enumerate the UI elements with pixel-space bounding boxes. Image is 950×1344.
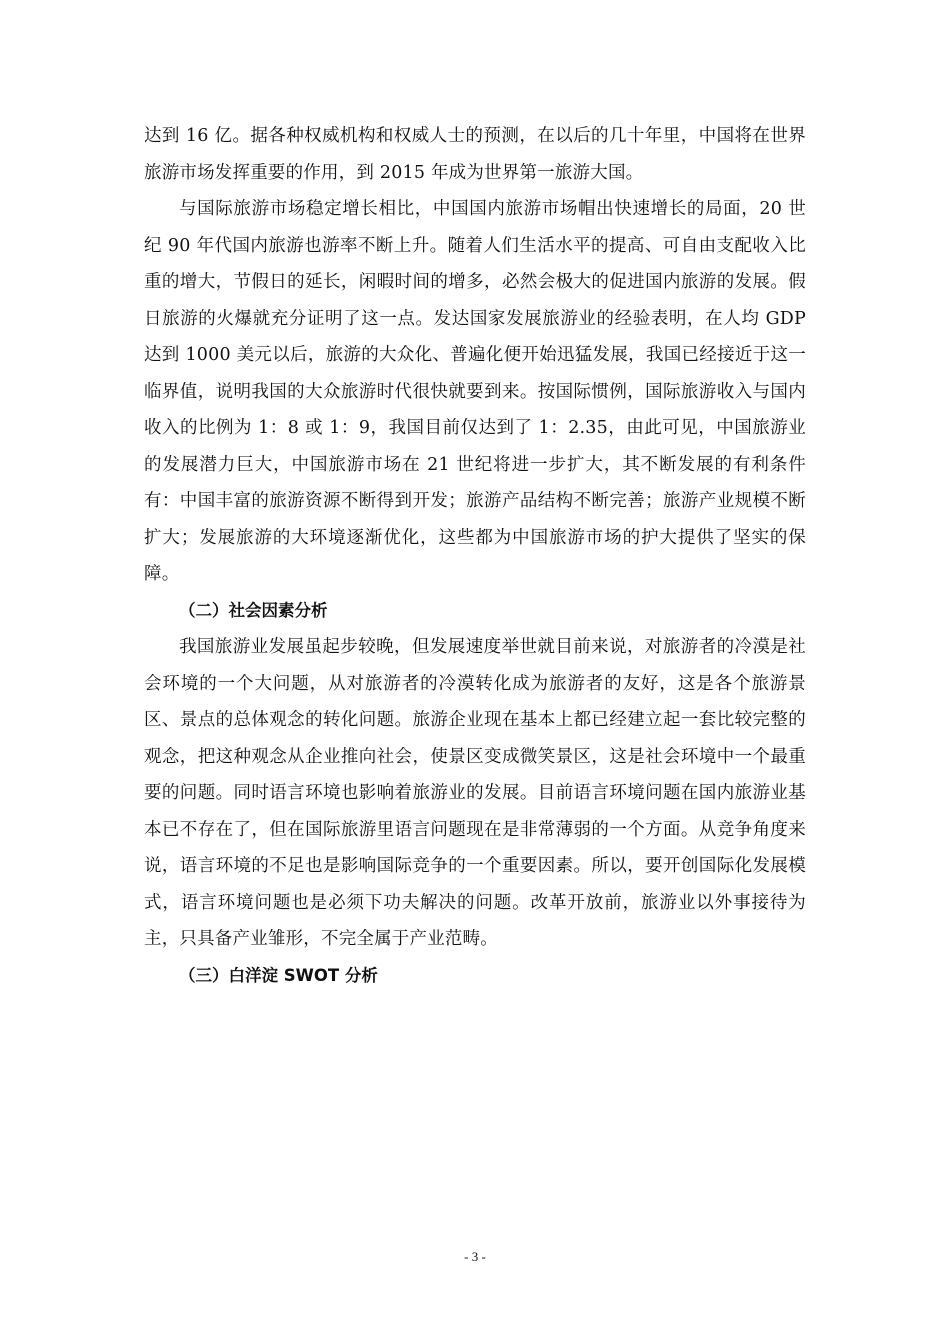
section-heading-swot-analysis: （三）白洋淀 SWOT 分析 [179, 965, 378, 985]
page-content [144, 118, 806, 994]
paragraph-social-environment: 我国旅游业发展虽起步较晚，但发展速度举世就目前来说，对旅游者的冷漠是社会环境的一个大问题，从对旅游者的冷漠转化成为旅游者的友好，这是各个旅游景区、景点的总体观念的转化问题。旅游企业现在基本上都已经建立起一套比较完整的观念，把这种观念从企业推向社会，使景区变成微笑景区，这是社会环境中一个最重要的问题。同时语言环境也影响着旅游业的发展。目前语言环境问题在国内旅游业基本已不存在了，但在国际旅游里语言问题现在是非常薄弱的一个方面。从竞争角度来说，语言环境的不足也是影响国际竞争的一个重要因素。所以，要开创国际化发展模式，语言环境问题也是必须下功夫解决的问题。改革开放前，旅游业以外事接待为主，只具备产业雏形，不完全属于产业范畴。 [144, 637, 806, 949]
page-number: - 3 - [464, 1249, 486, 1264]
paragraph-continued: 达到 16 亿。据各种权威机构和权威人士的预测，在以后的几十年里，中国将在世界旅游市场发挥重要的作用，到 2015 年成为世界第一旅游大国。 [144, 126, 806, 183]
paragraph-domestic-tourism-market: 与国际旅游市场稳定增长相比，中国国内旅游市场帽出快速增长的局面，20 世纪 90 年代国内旅游也游率不断上升。随着人们生活水平的提高、可自由支配收入比重的增大，节假日的延长，闲暇时间的增多，必然会极大的促进国内旅游的发展。假日旅游的火爆就充分证明了这一点。发达国家发展旅游业的经验表明，在人均 GDP 达到 1000 美元以后，旅游的大众化、普遍化便开始迅猛发展，我国已经接近于这一临界值，说明我国的大众旅游时代很快就要到来。按国际惯例，国际旅游收入与国内收入的比例为 1：8 或 1：9，我国目前仅达到了 1：2.35，由此可见，中国旅游业的发展潜力巨大，中国旅游市场在 21 世纪将进一步扩大，其不断发展的有利条件有：中国丰富的旅游资源不断得到开发；旅游产品结构不断完善；旅游产业规模不断扩大；发展旅游的大环境逐渐优化，这些都为中国旅游市场的护大提供了坚实的保障。 [144, 199, 806, 584]
section-heading-social-factors: （二）社会因素分析 [179, 600, 328, 620]
